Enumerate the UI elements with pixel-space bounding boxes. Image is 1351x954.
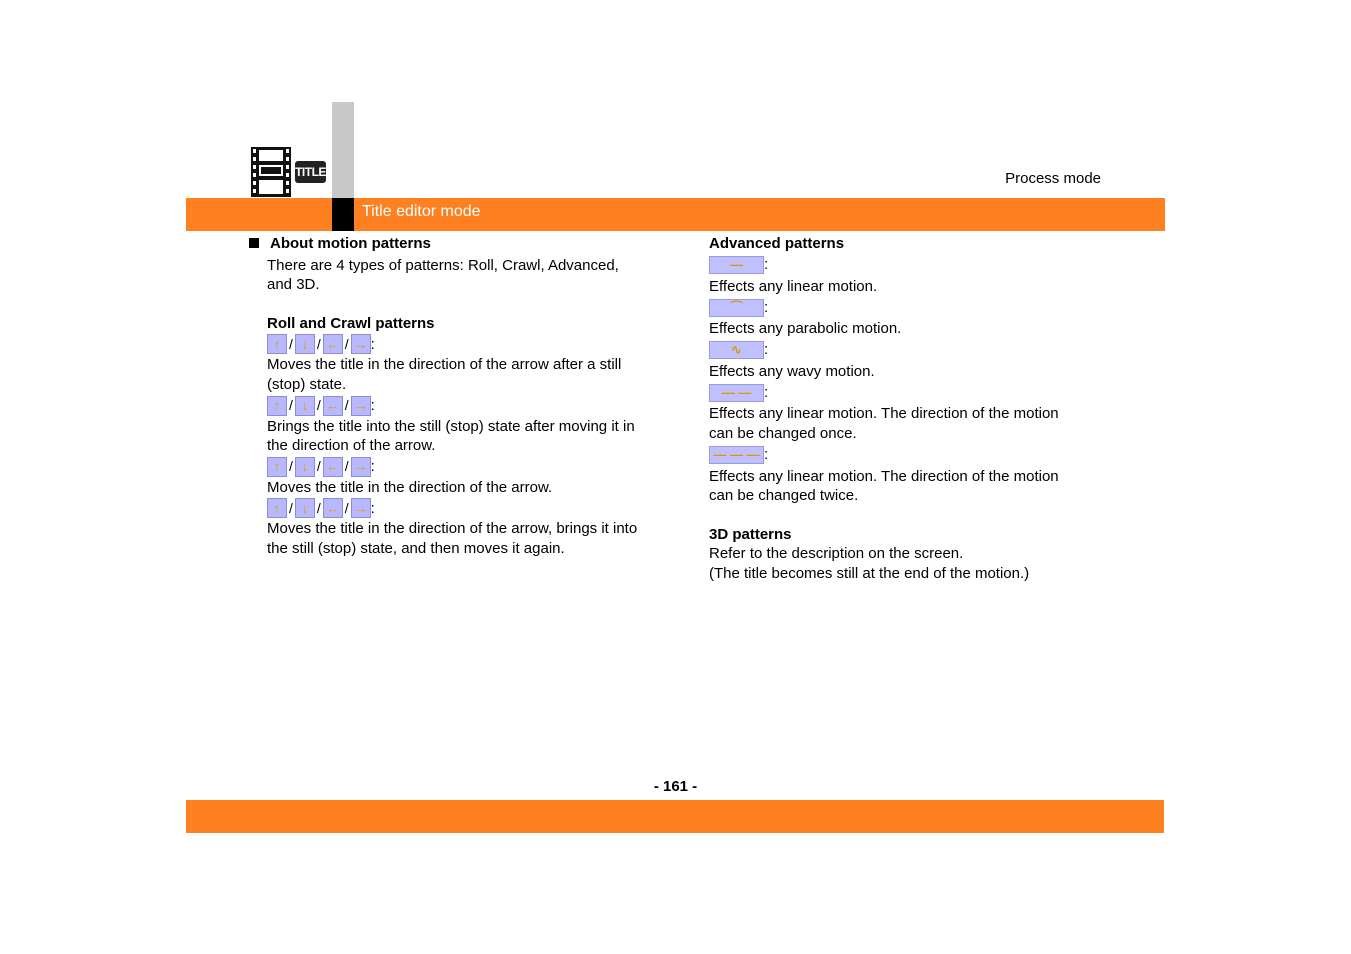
- roll-down-icon[interactable]: ↓: [295, 334, 315, 354]
- left-column: [249, 234, 669, 559]
- roll-up-stop-icon[interactable]: ↑: [267, 396, 287, 416]
- footer-orange-bar: [186, 800, 1164, 833]
- 3d-patterns-heading: 3D patterns: [709, 525, 792, 543]
- move-right-icon[interactable]: →: [351, 457, 371, 477]
- intro-line-2: and 3D.: [267, 276, 320, 294]
- right-column: [709, 234, 1109, 584]
- intro-line-1: There are 4 types of patterns: Roll, Crawl, Advanced,: [267, 256, 619, 274]
- move-up-icon[interactable]: ↑: [267, 457, 287, 477]
- advanced-4-line-1: Effects any linear motion. The direction of the motion: [709, 405, 1059, 423]
- advanced-row-3: ∿ :: [709, 339, 1109, 362]
- crawl-left-icon[interactable]: ←: [323, 334, 343, 354]
- advanced-2-line-1: Effects any parabolic motion.: [709, 320, 902, 338]
- process-mode-label: Process mode: [1005, 170, 1101, 187]
- advanced-patterns-heading: Advanced patterns: [709, 235, 845, 252]
- linear-motion-icon[interactable]: —: [709, 256, 764, 274]
- advanced-4-line-2: can be changed once.: [709, 424, 857, 442]
- motion-patterns-heading: About motion patterns: [249, 234, 669, 254]
- group-1-line-2: (stop) state.: [267, 375, 347, 393]
- header-gray-strip: [332, 102, 354, 198]
- down-stop-down-icon[interactable]: ↓: [295, 498, 315, 518]
- group-3-line-1: Moves the title in the direction of the arrow.: [267, 478, 553, 496]
- linear-once-icon[interactable]: — —: [709, 384, 764, 402]
- header-black-block: [332, 198, 354, 231]
- pattern-icons-row-3: ↑ / ↓ / ← / → :: [267, 456, 669, 478]
- advanced-5-line-1: Effects any linear motion. The direction of the motion: [709, 467, 1059, 485]
- linear-twice-icon[interactable]: — — —: [709, 446, 764, 464]
- page-number: - 161 -: [653, 778, 698, 795]
- roll-down-stop-icon[interactable]: ↓: [295, 396, 315, 416]
- move-left-icon[interactable]: ←: [323, 457, 343, 477]
- left-stop-left-icon[interactable]: ←: [323, 498, 343, 518]
- wavy-motion-icon[interactable]: ∿: [709, 341, 764, 359]
- group-2-line-1: Brings the title into the still (stop) state after moving it in: [267, 417, 635, 435]
- right-stop-right-icon[interactable]: →: [351, 498, 371, 518]
- crawl-right-icon[interactable]: →: [351, 334, 371, 354]
- advanced-row-4: — — :: [709, 381, 1109, 404]
- move-down-icon[interactable]: ↓: [295, 457, 315, 477]
- group-4-line-2: the still (stop) state, and then moves it again.: [267, 539, 565, 557]
- up-stop-up-icon[interactable]: ↑: [267, 498, 287, 518]
- square-bullet-icon: [249, 238, 259, 248]
- advanced-1-line-1: Effects any linear motion.: [709, 277, 878, 295]
- pattern-icons-row-4: ↑ / ↓ / ← / → :: [267, 497, 669, 519]
- title-badge-icon: TITLE: [295, 161, 326, 183]
- pattern-icons-row-1: ↑ / ↓ / ← / → :: [267, 333, 669, 355]
- group-1-line-1: Moves the title in the direction of the arrow after a still: [267, 356, 622, 374]
- roll-crawl-heading: Roll and Crawl patterns: [267, 314, 435, 332]
- group-2-line-2: the direction of the arrow.: [267, 437, 436, 455]
- advanced-5-line-2: can be changed twice.: [709, 487, 859, 505]
- advanced-row-1: — :: [709, 254, 1109, 277]
- advanced-3-line-1: Effects any wavy motion.: [709, 362, 875, 380]
- roll-up-icon[interactable]: ↑: [267, 334, 287, 354]
- 3d-line-1: Refer to the description on the screen.: [709, 545, 964, 563]
- pattern-icons-row-2: ↑ / ↓ / ← / → :: [267, 395, 669, 417]
- group-4-line-1: Moves the title in the direction of the arrow, brings it into: [267, 520, 638, 538]
- crawl-left-stop-icon[interactable]: ←: [323, 396, 343, 416]
- parabolic-motion-icon[interactable]: ⌒: [709, 299, 764, 317]
- advanced-row-5: — — — :: [709, 444, 1109, 467]
- crawl-right-stop-icon[interactable]: →: [351, 396, 371, 416]
- film-strip-icon: [251, 147, 291, 197]
- section-title: Title editor mode: [362, 203, 481, 220]
- advanced-row-2: ⌒ :: [709, 296, 1109, 319]
- 3d-line-2: (The title becomes still at the end of the motion.): [709, 564, 1030, 582]
